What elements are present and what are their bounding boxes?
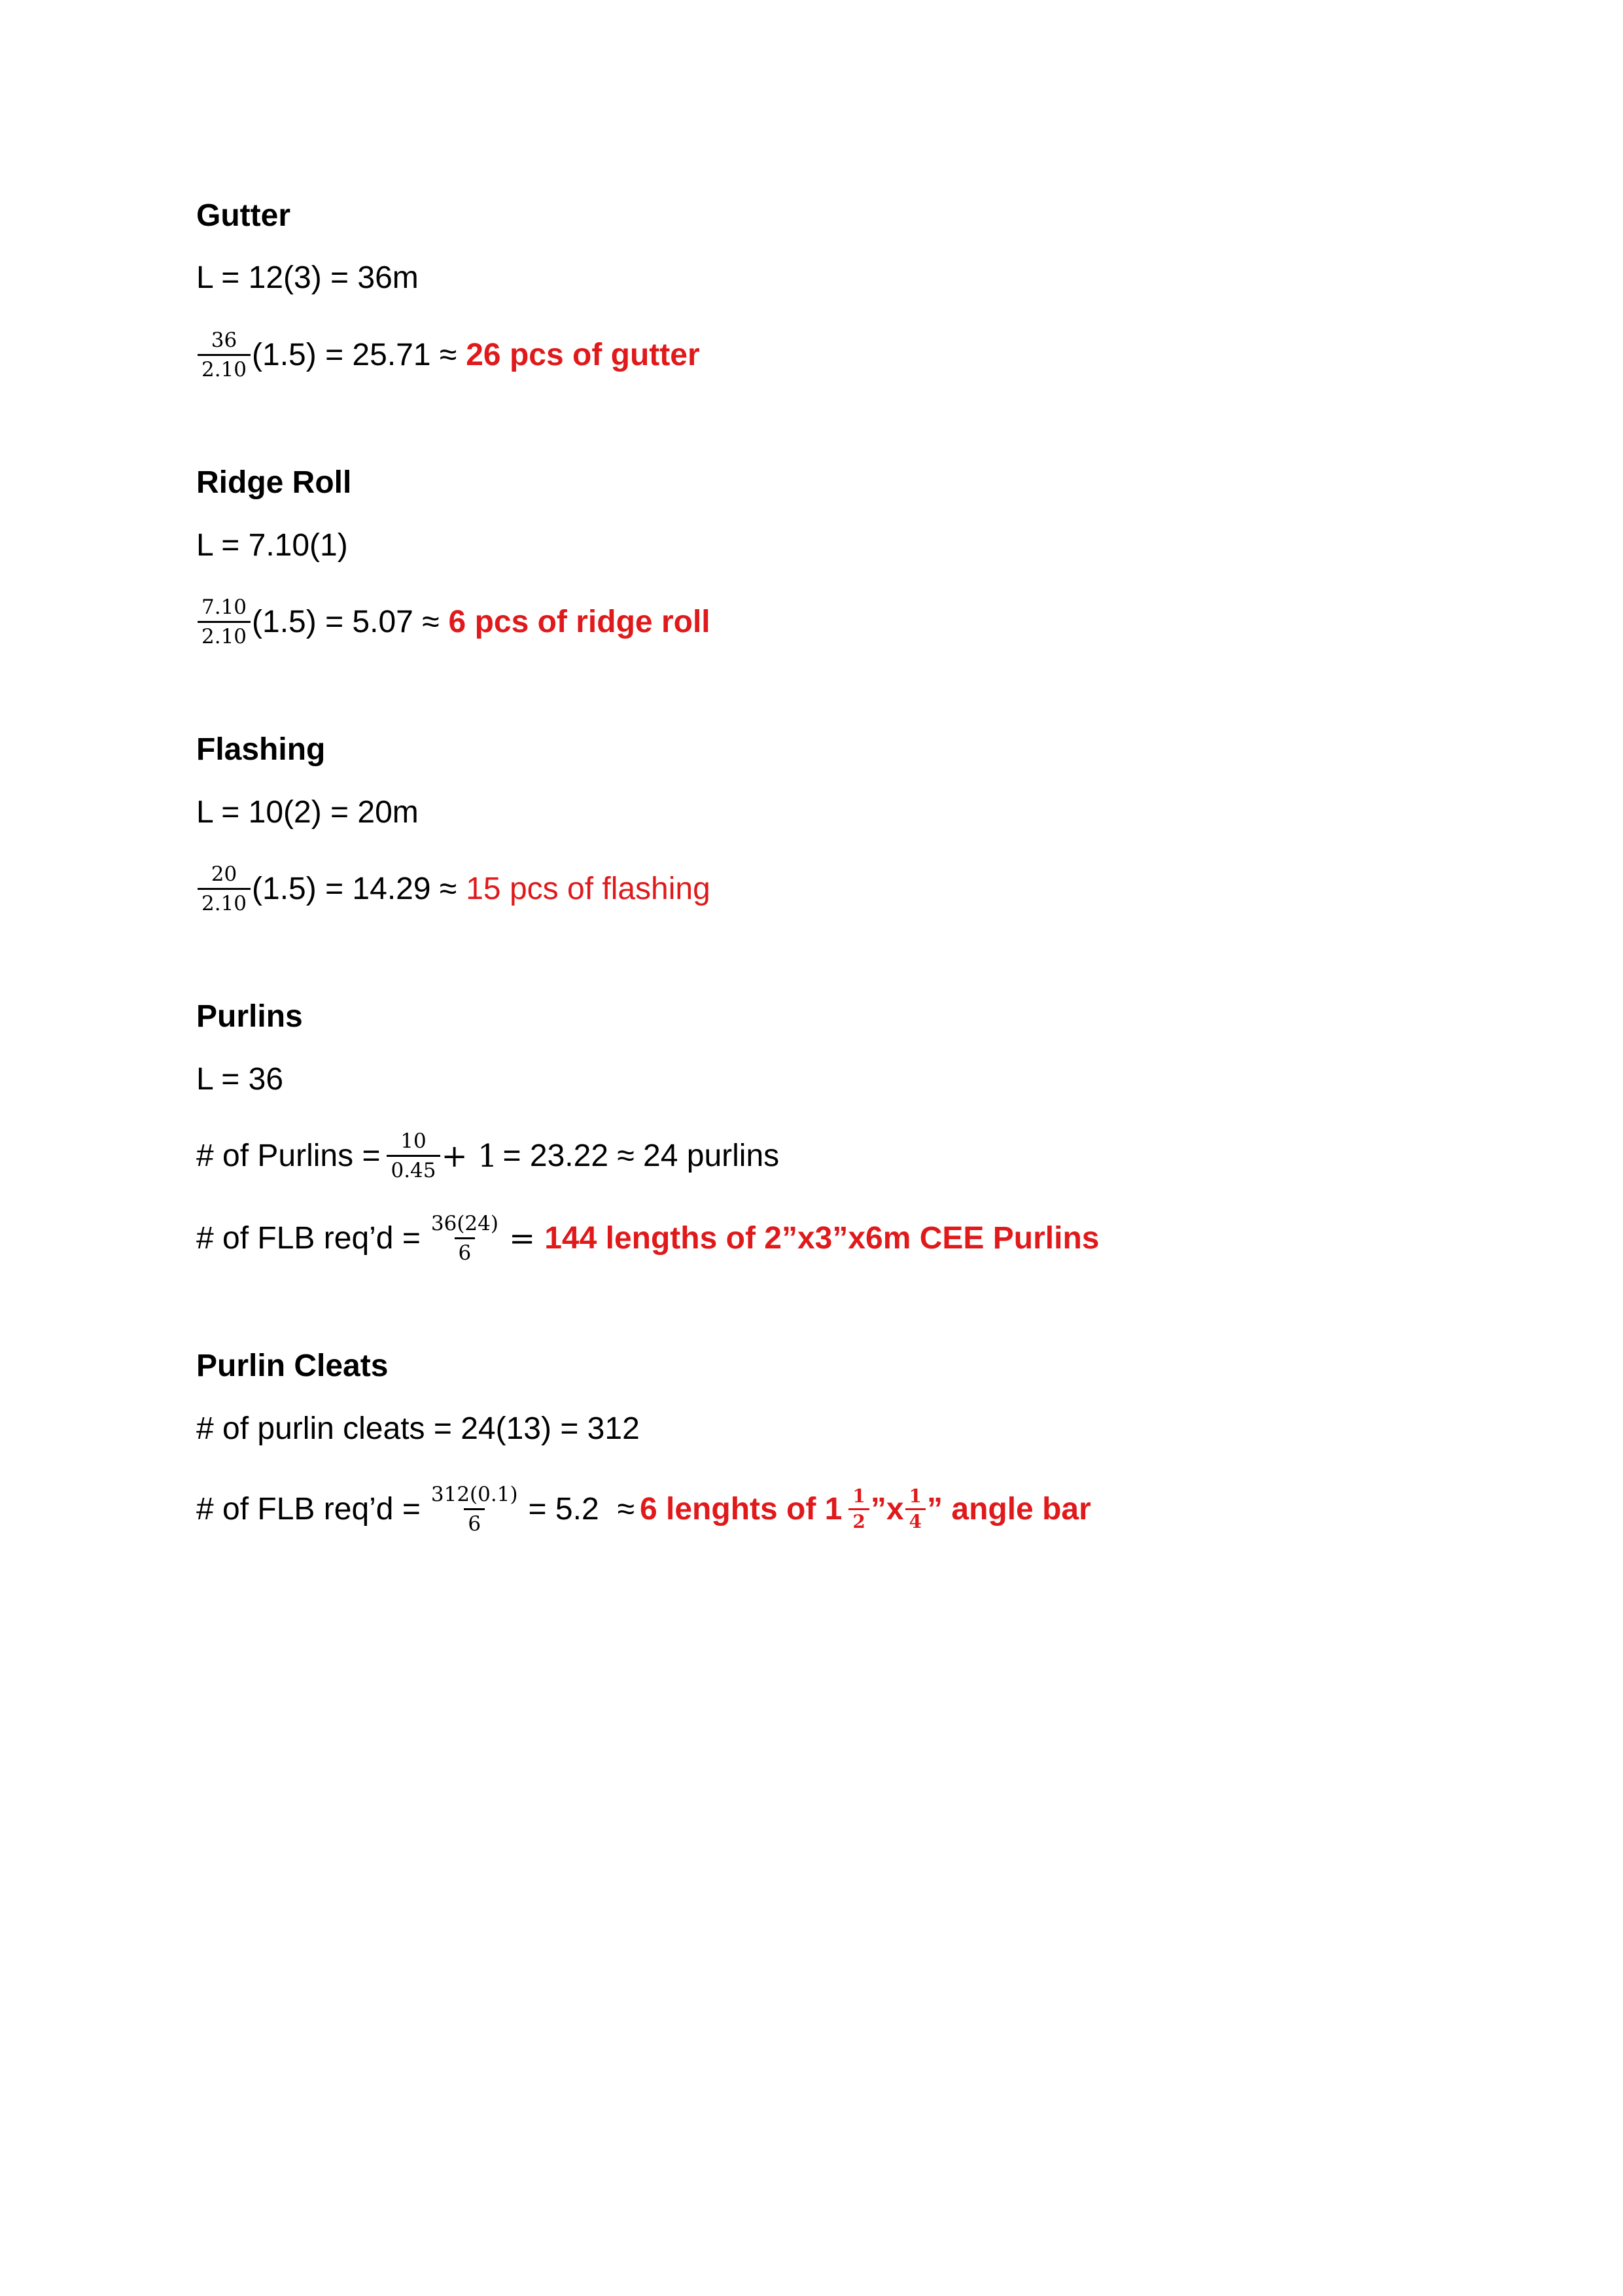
purlins-length-line: L = 36: [196, 1062, 284, 1097]
purlin-cleats-flb-line: [196, 1483, 1091, 1536]
ridge-roll-heading: Ridge Roll: [196, 465, 352, 500]
purlins-heading: Purlins: [196, 999, 303, 1034]
gutter-calc-line: [196, 328, 700, 381]
fraction-denominator: 4: [905, 1508, 926, 1532]
ridge-roll-fraction: [198, 595, 251, 648]
purlins-flb-fraction: [427, 1212, 502, 1265]
fraction-numerator: 312(0.1): [430, 1483, 518, 1506]
purlins-count-plus: + 1: [441, 1137, 498, 1174]
calc-tail: (1.5) = 14.29 ≈: [252, 871, 457, 906]
purlin-cleats-flb-label: # of FLB req’d =: [196, 1491, 421, 1527]
fraction-numerator: 36(24): [430, 1212, 498, 1235]
flashing-result: 15 pcs of flashing: [466, 871, 710, 906]
fraction-denominator: 6: [455, 1237, 476, 1265]
fraction-numerator: 1: [909, 1485, 922, 1507]
fraction-numerator: 1: [852, 1485, 865, 1507]
gutter-result: 26 pcs of gutter: [466, 337, 700, 372]
purlins-flb-line: [196, 1212, 1099, 1265]
half-fraction: [848, 1487, 869, 1532]
flashing-heading: Flashing: [196, 732, 326, 767]
approx-symbol: ≈: [617, 1491, 635, 1527]
ridge-roll-result: 6 pcs of ridge roll: [448, 604, 710, 639]
purlins-flb-result: 144 lengths of 2”x3”x6m CEE Purlins: [544, 1220, 1100, 1256]
purlin-cleats-flb-tail: = 5.2: [528, 1491, 599, 1527]
fraction-denominator: 2.10: [198, 621, 251, 648]
fraction-numerator: 20: [211, 862, 237, 886]
purlins-count-line: [196, 1129, 779, 1182]
purlin-cleats-heading: Purlin Cleats: [196, 1349, 389, 1383]
purlins-flb-label: # of FLB req’d =: [196, 1220, 421, 1256]
purlin-cleats-count-line: # of purlin cleats = 24(13) = 312: [196, 1411, 640, 1446]
gutter-fraction: [198, 328, 251, 381]
quarter-fraction: [905, 1487, 926, 1532]
purlins-flb-equals: =: [508, 1220, 536, 1257]
fraction-denominator: 2.10: [198, 888, 251, 915]
ridge-roll-calc-line: [196, 595, 710, 648]
purlin-cleats-flb-fraction: [427, 1483, 522, 1536]
purlins-count-fraction: [387, 1129, 440, 1182]
calc-tail: (1.5) = 25.71 ≈: [252, 337, 457, 372]
fraction-denominator: 2.10: [198, 354, 251, 381]
purlin-cleats-result-b: ”x: [870, 1491, 904, 1527]
fraction-denominator: 6: [464, 1508, 485, 1536]
purlins-count-label: # of Purlins =: [196, 1138, 381, 1173]
purlins-count-tail: = 23.22 ≈ 24 purlins: [502, 1138, 780, 1173]
purlin-cleats-result-c: ” angle bar: [927, 1491, 1091, 1527]
gutter-length-line: L = 12(3) = 36m: [196, 260, 419, 295]
flashing-fraction: [198, 862, 251, 915]
fraction-denominator: 2: [848, 1508, 869, 1532]
purlin-cleats-result-a: 6 lenghts of 1: [639, 1491, 843, 1527]
fraction-numerator: 36: [211, 328, 237, 352]
gutter-heading: Gutter: [196, 198, 290, 233]
calc-tail: (1.5) = 5.07 ≈: [252, 604, 440, 639]
fraction-numerator: 10: [400, 1129, 427, 1153]
fraction-numerator: 7.10: [201, 595, 247, 619]
flashing-length-line: L = 10(2) = 20m: [196, 795, 419, 830]
flashing-calc-line: [196, 862, 710, 915]
fraction-denominator: 0.45: [387, 1155, 440, 1182]
ridge-roll-length-line: L = 7.10(1): [196, 528, 348, 563]
